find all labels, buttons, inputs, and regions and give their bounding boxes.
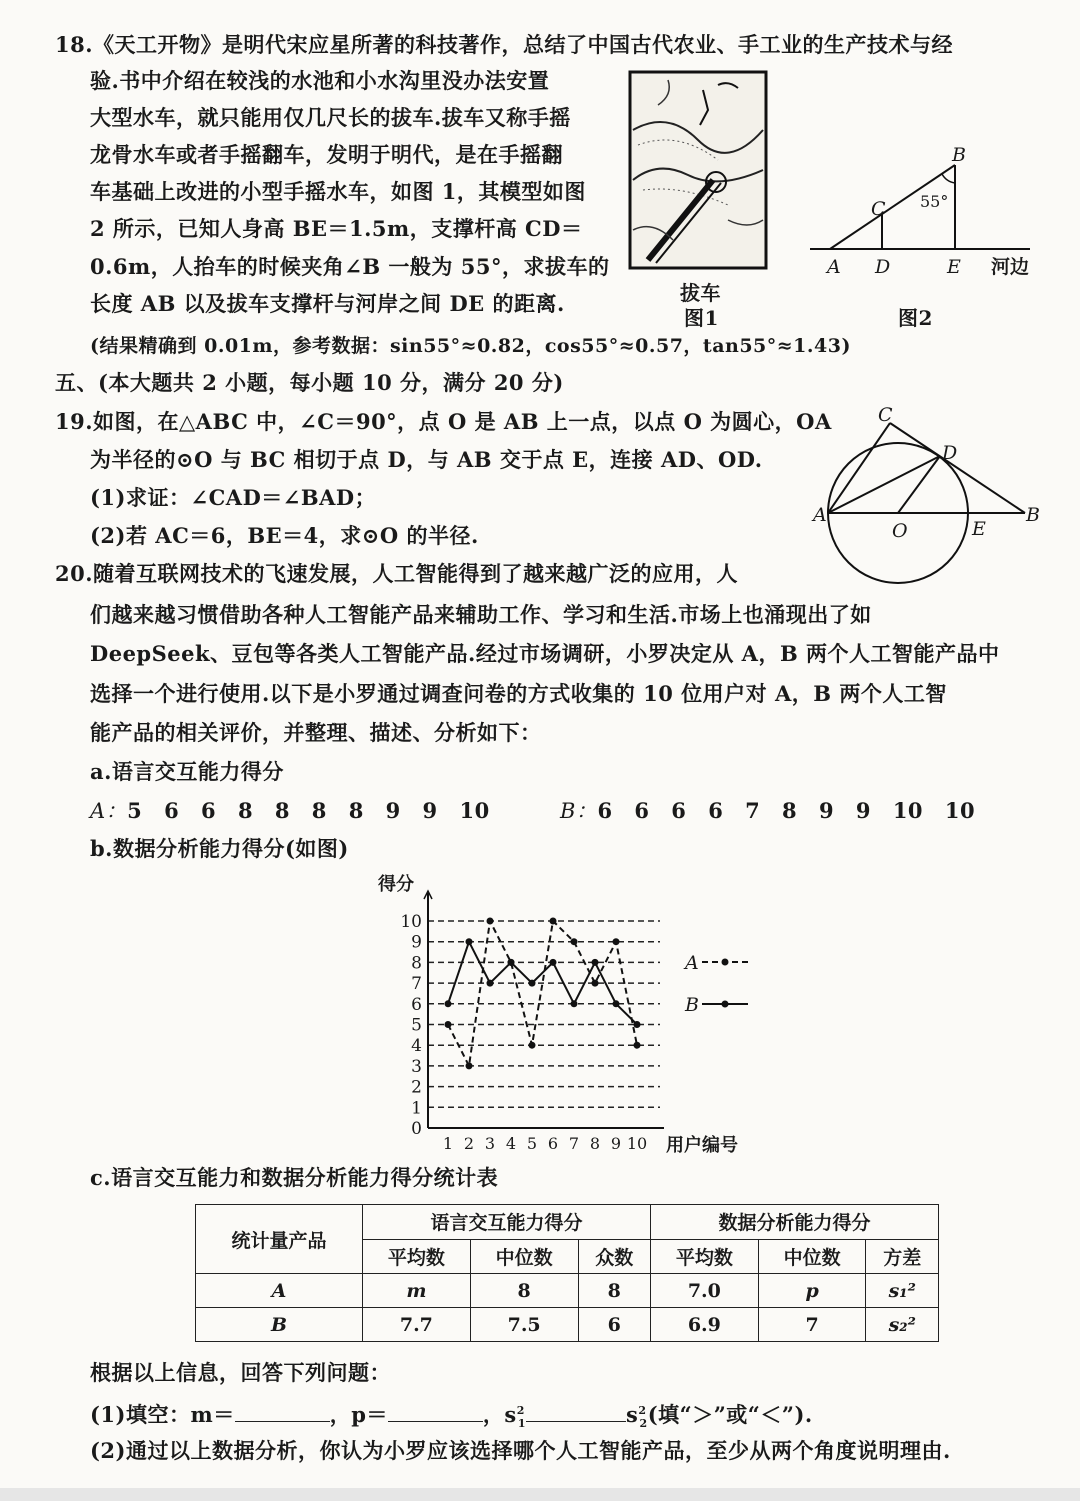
- table-subheader: 众数: [578, 1239, 650, 1274]
- table-group-language: 语言交互能力得分: [363, 1205, 651, 1240]
- blank-p[interactable]: [388, 1403, 483, 1422]
- data-point-A: [529, 1042, 536, 1049]
- data-point-B: [613, 1000, 620, 1007]
- table-cell: 8: [470, 1274, 578, 1308]
- q18-line-2: 验.书中介绍在较浅的水池和小水沟里没办法安置: [90, 68, 550, 93]
- x-tick-label: 2: [463, 1134, 475, 1153]
- y-axis-title: 得分: [378, 874, 414, 895]
- q1-text-p: ，p＝: [329, 1402, 388, 1427]
- table-cell: p: [758, 1274, 866, 1308]
- x-tick-label: 5: [526, 1134, 538, 1153]
- scores-A-label: A：: [90, 799, 128, 823]
- data-point-B: [487, 980, 494, 987]
- q19-label-D: D: [942, 442, 958, 464]
- q1-text-s1: ，s: [482, 1402, 517, 1427]
- data-point-A: [466, 1062, 473, 1069]
- q20-line-4: 选择一个进行使用.以下是小罗通过调查问卷的方式收集的 10 位用户对 A，B 两个人工智: [90, 681, 947, 706]
- data-point-A: [634, 1042, 641, 1049]
- q20-line-1: 20.随着互联网技术的飞速发展，人工智能得到了越来越广泛的应用，人: [55, 561, 739, 586]
- y-tick-label: 5: [411, 1015, 422, 1036]
- table-row: [196, 1308, 939, 1342]
- q19-line-2: 为半径的⊙O 与 BC 相切于点 D，与 AB 交于点 E，连接 AD、OD.: [90, 447, 763, 472]
- y-tick-label: 1: [411, 1098, 422, 1119]
- table-cell: 6.9: [650, 1308, 758, 1342]
- statistics-table: [195, 1204, 939, 1342]
- table-subheader: 方差: [866, 1239, 939, 1274]
- q20-question-2: (2)通过以上数据分析，你认为小罗应该选择哪个人工智能产品，至少从两个角度说明理由.: [90, 1438, 951, 1463]
- q18-line-6: 2 所示，已知人身高 BE＝1.5m，支撑杆高 CD＝: [90, 216, 583, 241]
- q18-line-4: 龙骨水车或者手摇翻车，发明于明代，是在手摇翻: [90, 142, 563, 167]
- q18-line-1: 18.《天工开物》是明代宋应星所著的科技著作，总结了中国古代农业、手工业的生产技术与经: [55, 32, 954, 57]
- data-point-B: [445, 1000, 452, 1007]
- q20-part-a-title: a.语言交互能力得分: [90, 759, 284, 784]
- data-point-B: [529, 980, 536, 987]
- fig2-label-A: A: [827, 256, 841, 278]
- table-row-label: A: [196, 1274, 363, 1308]
- section-5-heading: 五、(本大题共 2 小题，每小题 10 分，满分 20 分): [55, 370, 564, 395]
- y-tick-label: 2: [411, 1077, 422, 1098]
- series-line-A: [448, 921, 637, 1066]
- data-point-B: [508, 959, 515, 966]
- q20-scores-B: [560, 796, 975, 826]
- y-tick-label: 3: [411, 1056, 422, 1077]
- page-bottom-edge: [0, 1488, 1080, 1501]
- q1-text-m: (1)填空：m＝: [90, 1402, 235, 1427]
- q1-text-s2: s: [626, 1402, 639, 1427]
- fig2-label-B: B: [952, 144, 966, 166]
- table-row: [196, 1274, 939, 1308]
- x-tick-label: 4: [505, 1134, 517, 1153]
- q18-line-8: 长度 AB 以及拔车支撑杆与河岸之间 DE 的距离.: [90, 291, 565, 316]
- q20-line-5: 能产品的相关评价，并整理、描述、分析如下：: [90, 720, 542, 745]
- x-tick-label: 6: [547, 1134, 559, 1153]
- x-axis-title: 用户编号: [666, 1135, 738, 1156]
- figure-1-illustration: [628, 70, 768, 270]
- y-tick-label: 7: [411, 974, 422, 995]
- fig2-label-E: E: [947, 256, 961, 278]
- data-point-B: [571, 1000, 578, 1007]
- x-tick-label: 8: [589, 1134, 601, 1153]
- blank-compare[interactable]: [526, 1403, 626, 1422]
- y-tick-label: 4: [411, 1036, 422, 1057]
- y-tick-label: 9: [411, 932, 422, 953]
- q18-line-3: 大型水车，就只能用仅几尺长的拔车.拔车又称手摇: [90, 105, 571, 130]
- data-point-A: [592, 980, 599, 987]
- figure-2-caption: 图2: [898, 306, 933, 330]
- table-cell: m: [363, 1274, 471, 1308]
- y-tick-label: 10: [400, 912, 422, 932]
- table-subheader: 中位数: [758, 1239, 866, 1274]
- scores-B-values: 6 6 6 6 7 8 9 9 10 10: [597, 798, 976, 823]
- table-subheader: 平均数: [650, 1239, 758, 1274]
- x-tick-label: 3: [484, 1134, 496, 1153]
- figure-2-diagram: [805, 145, 1045, 285]
- table-cell: s₁²: [866, 1274, 939, 1308]
- legend-marker-A: [722, 959, 729, 966]
- table-subheader: 平均数: [363, 1239, 471, 1274]
- q18-line-5: 车基础上改进的小型手摇水车，如图 1，其模型如图: [90, 179, 586, 204]
- data-point-A: [613, 938, 620, 945]
- table-cell: 7.7: [363, 1308, 471, 1342]
- table-cell: 7: [758, 1308, 866, 1342]
- q19-line-1: 19.如图，在△ABC 中，∠C＝90°，点 O 是 AB 上一点，以点 O 为圆心，OA: [55, 409, 832, 434]
- q19-part-1: (1)求证：∠CAD＝∠BAD；: [90, 485, 377, 510]
- q18-reference-data: (结果精确到 0.01m，参考数据：sin55°≈0.82，cos55°≈0.57，tan55°≈1.43): [90, 335, 851, 357]
- figure-1-caption: 图1: [684, 306, 719, 330]
- q20-scores-A: [90, 796, 490, 826]
- y-tick-label: 8: [411, 953, 422, 974]
- q19-label-E: E: [972, 518, 986, 540]
- x-tick-label: 9: [610, 1134, 622, 1153]
- q20-line-3: DeepSeek、豆包等各类人工智能产品.经过市场调研，小罗决定从 A，B 两个人工智能产品中: [90, 641, 1000, 666]
- data-analysis-line-chart: [370, 870, 770, 1160]
- legend-label-B: B: [685, 994, 699, 1016]
- data-point-A: [487, 918, 494, 925]
- data-point-A: [445, 1021, 452, 1028]
- q19-label-B: B: [1026, 504, 1040, 526]
- scores-B-label: B：: [560, 799, 598, 823]
- q19-label-C: C: [878, 404, 893, 426]
- y-tick-label: 0: [411, 1119, 422, 1139]
- q1-text-fill-hint: (填“＞”或“＜”).: [647, 1402, 813, 1427]
- q20-after-text: 根据以上信息，回答下列问题：: [90, 1360, 391, 1385]
- x-tick-label: 10: [626, 1134, 648, 1153]
- data-point-A: [571, 938, 578, 945]
- data-point-B: [550, 959, 557, 966]
- scores-A-values: 5 6 6 8 8 8 8 9 9 10: [127, 798, 490, 823]
- table-row-label: B: [196, 1308, 363, 1342]
- data-point-A: [550, 918, 557, 925]
- table-cell: 7.5: [470, 1308, 578, 1342]
- fig2-river-label: 河边: [991, 256, 1030, 278]
- data-point-B: [592, 959, 599, 966]
- table-subheader: 中位数: [470, 1239, 578, 1274]
- fig2-angle-label: 55°: [920, 192, 949, 211]
- figure-q19-circle-diagram: [810, 405, 1050, 590]
- legend-marker-B: [722, 1001, 729, 1008]
- q19-label-O: O: [892, 520, 908, 542]
- table-cell: s₂²: [866, 1308, 939, 1342]
- table-corner-header: 统计量产品: [196, 1205, 363, 1274]
- y-tick-label: 6: [411, 994, 422, 1015]
- figure-1-caption-title: 拔车: [680, 281, 721, 305]
- x-tick-label: 1: [442, 1134, 454, 1153]
- q19-part-2: (2)若 AC＝6，BE＝4，求⊙O 的半径.: [90, 523, 479, 548]
- table-cell: 6: [578, 1308, 650, 1342]
- q20-part-c-title: c.语言交互能力和数据分析能力得分统计表: [90, 1165, 499, 1190]
- q18-line-7: 0.6m，人抬车的时候夹角∠B 一般为 55°，求拔车的: [90, 254, 610, 279]
- fig2-label-C: C: [871, 198, 886, 220]
- x-tick-label: 7: [568, 1134, 580, 1153]
- blank-m[interactable]: [235, 1403, 330, 1422]
- data-point-B: [634, 1021, 641, 1028]
- table-cell: 8: [578, 1274, 650, 1308]
- data-point-B: [466, 938, 473, 945]
- table-cell: 7.0: [650, 1274, 758, 1308]
- legend-label-A: A: [685, 952, 699, 974]
- q20-line-2: 们越来越习惯借助各种人工智能产品来辅助工作、学习和生活.市场上也涌现出了如: [90, 602, 872, 627]
- q20-question-1: (1)填空：m＝ ，p＝ ，$s^2_1$ $s^2_2$(填“＞”或“＜”).: [90, 1402, 813, 1431]
- fig2-label-D: D: [875, 256, 891, 278]
- q19-label-A: A: [813, 504, 827, 526]
- q20-part-b-title: b.数据分析能力得分(如图): [90, 836, 349, 861]
- table-group-data: 数据分析能力得分: [650, 1205, 938, 1240]
